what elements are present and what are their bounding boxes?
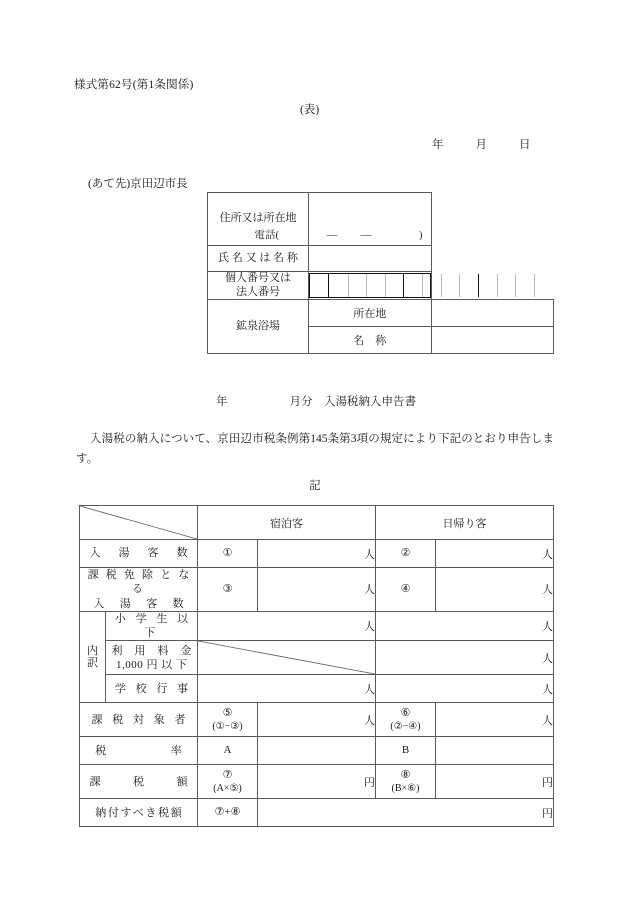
mynumber-digit-box[interactable] [515,274,533,297]
row-label-breakdown-schoolevent: 学 校 行 事 [106,675,198,703]
mark-taxable-daytrip-formula: (②−④) [390,720,421,732]
table-row-tax-amount [80,765,554,799]
telephone-prefix: 電話( [254,230,279,241]
column-header-overnight: 宿泊客 [198,506,376,540]
row-label-payable-amount: 納付すべき税額 [80,799,198,827]
table-row-breakdown-elementary [80,611,554,641]
spa-location-label: 所在地 [309,300,432,327]
mark-rate-overnight: A [198,737,258,765]
mynumber-digit-box[interactable] [385,274,403,297]
table-row-taxable-persons [80,703,554,737]
mynumber-group-1 [310,274,328,297]
value-bathers-overnight[interactable]: 人 [258,540,376,568]
value-breakdown-lowfee-daytrip[interactable]: 人 [376,641,554,675]
mark-taxable-daytrip-number: ⑥ [400,707,411,720]
mynumber-box-strip[interactable] [309,273,431,298]
value-exempt-overnight[interactable]: 人 [258,568,376,612]
row-label-lowfee-line-2: 1,000 円 以 下 [116,658,188,671]
row-label-breakdown-lowfee [106,641,198,675]
mynumber-digit-box[interactable] [422,274,440,297]
value-taxamount-overnight[interactable]: 円 [258,765,376,799]
addressee-line: (あて先)京田辺市長 [88,178,188,190]
row-label-tax-amount: 課 税 額 [80,765,198,799]
mynumber-label [208,272,309,300]
value-taxamount-daytrip[interactable]: 円 [436,765,554,799]
mark-rate-daytrip: B [376,737,436,765]
mynumber-group-3 [403,274,478,297]
mark-exempt-overnight: ③ [198,568,258,612]
mark-taxamount-daytrip-number: ⑧ [400,769,411,782]
row-label-exempt-line-1: 課 税 免 除 と な る [87,569,192,596]
table-row-name [208,246,554,272]
telephone-suffix: ) [419,230,423,241]
name-label: 氏 名 又 は 名 称 [208,246,309,272]
declaration-statement: 入湯税の納入について、京田辺市税条例第145条第3項の規定により下記のとおり申告します。 [76,433,554,466]
breakdown-label-char-2: 訳 [87,657,98,670]
value-rate-overnight[interactable] [258,737,376,765]
mark-taxable-overnight-formula: (①−③) [212,720,243,732]
mark-taxamount-overnight [198,765,258,799]
form-code: 様式第62号(第1条関係) [74,79,194,91]
value-taxable-overnight[interactable]: 人 [258,703,376,737]
mynumber-label-line-1: 個人番号又は [225,272,291,285]
address-label: 住所又は所在地 [208,193,309,246]
table-row-address [208,193,554,246]
telephone-line [255,227,423,242]
mynumber-digit-box[interactable] [459,274,477,297]
mark-taxable-daytrip [376,703,436,737]
title-year-label: 年 [216,396,228,408]
mark-taxable-overnight [198,703,258,737]
date-year-label: 年 [432,139,444,151]
row-label-tax-rate: 税 率 [80,737,198,765]
mark-payable-amount: ⑦+⑧ [198,799,258,827]
mark-taxamount-daytrip [376,765,436,799]
mynumber-label-line-2: 法人番号 [236,285,280,298]
value-exempt-daytrip[interactable]: 人 [436,568,554,612]
mynumber-digit-box[interactable] [497,274,515,297]
mynumber-input-cell[interactable] [309,272,432,300]
mynumber-digit-box[interactable] [366,274,384,297]
table-row-payable-amount [80,799,554,827]
value-rate-daytrip[interactable] [436,737,554,765]
mark-exempt-daytrip: ④ [376,568,436,612]
table-row-breakdown-schoolevent [80,675,554,703]
table-row-breakdown-lowfee [80,641,554,675]
spa-label: 鉱泉浴場 [208,300,309,354]
table-header-row [80,506,554,540]
value-taxable-daytrip[interactable]: 人 [436,703,554,737]
value-breakdown-elementary-daytrip[interactable]: 人 [376,611,554,641]
diagonal-header-cell [80,506,198,540]
ki-marker: 記 [309,480,321,492]
title-month-label: 月分 入湯税納入申告書 [289,396,416,408]
spa-name-label: 名 称 [309,327,432,354]
row-label-breakdown-elementary: 小 学 生 以 下 [106,611,198,641]
telephone-dash-1: — [326,230,338,241]
column-header-daytrip: 日帰り客 [376,506,554,540]
value-breakdown-lowfee-overnight-struck [198,641,376,675]
mynumber-digit-box[interactable] [534,274,552,297]
row-label-taxable-persons: 課 税 対 象 者 [80,703,198,737]
mark-bathers-daytrip: ② [376,540,436,568]
breakdown-label-char-1: 内 [87,644,98,657]
declaration-title [216,393,416,409]
table-row-exempt-count [80,568,554,612]
row-label-exempt-count [80,568,198,612]
telephone-dash-2: — [360,230,372,241]
mark-taxamount-daytrip-formula: (B×⑥) [391,782,420,794]
date-line [432,136,531,152]
mark-taxable-overnight-number: ⑤ [222,707,233,720]
breakdown-label [80,611,106,703]
mynumber-digit-box[interactable] [310,274,328,297]
row-label-lowfee-line-1: 利 用 料 金 [111,644,192,657]
table-row-tax-rate [80,737,554,765]
date-month-label: 月 [475,139,487,151]
name-input-cell[interactable] [309,246,432,272]
table-row-spa-location [208,300,554,327]
mark-taxamount-overnight-formula: (A×⑤) [213,782,242,794]
value-bathers-daytrip[interactable]: 人 [436,540,554,568]
row-label-exempt-line-2: 入 湯 客 数 [93,597,186,610]
spa-name-input-cell[interactable] [431,327,554,354]
value-breakdown-schoolevent-overnight[interactable]: 人 [198,675,376,703]
value-breakdown-elementary-overnight[interactable]: 人 [198,611,376,641]
mynumber-digit-box[interactable] [404,274,422,297]
spa-location-input-cell[interactable] [431,300,554,327]
payer-info-table [207,192,554,354]
value-payable-amount[interactable]: 円 [258,799,554,827]
tax-calculation-table [79,505,554,827]
mynumber-digit-box[interactable] [479,274,497,297]
value-breakdown-schoolevent-daytrip[interactable]: 人 [376,675,554,703]
mark-bathers-overnight: ① [198,540,258,568]
table-row-bathers-count [80,540,554,568]
mynumber-digit-box[interactable] [441,274,459,297]
mynumber-digit-box[interactable] [348,274,366,297]
table-row-mynumber [208,272,554,300]
mynumber-group-2 [328,274,403,297]
mynumber-digit-box[interactable] [329,274,347,297]
mynumber-group-4 [478,274,553,297]
front-side-mark: (表) [300,104,320,116]
date-day-label: 日 [519,139,531,151]
mark-taxamount-overnight-number: ⑦ [222,769,233,782]
row-label-bathers-count: 入 湯 客 数 [80,540,198,568]
